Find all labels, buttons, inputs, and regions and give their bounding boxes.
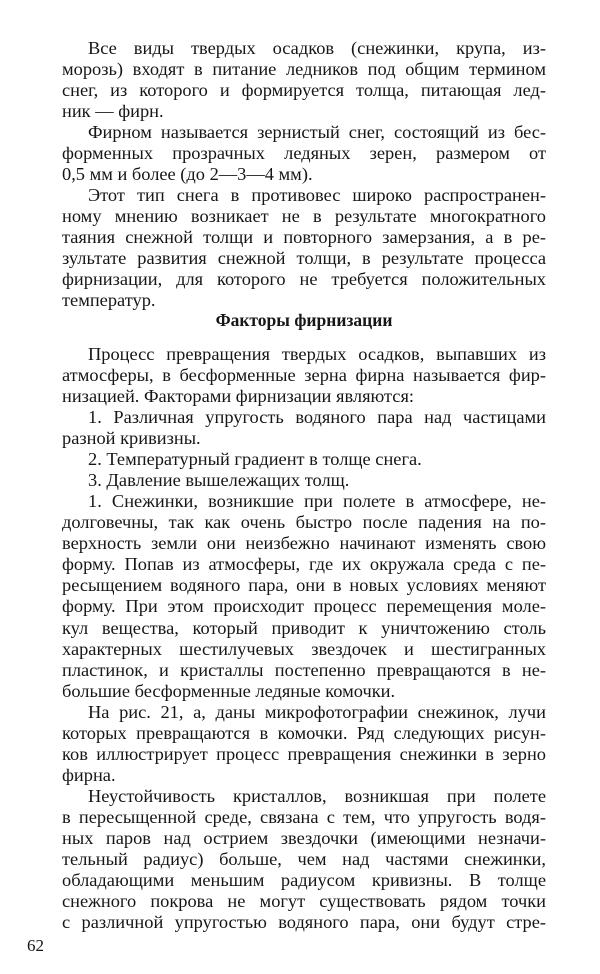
text-line: которых превращаются в комочки. Ряд следующих рисун- (62, 722, 546, 743)
text-line: форму. При этом происходит процесс перемещения моле- (62, 596, 546, 617)
text-line: таяния снежной толщи и повторного замерзания, а в ре- (62, 227, 546, 248)
page-number: 62 (27, 936, 44, 955)
list-item: 3. Давление вышележащих толщ. (88, 470, 350, 491)
text-line: ных паров над острием звездочки (имеющими незначи- (62, 827, 546, 848)
list-item: 1. Различная упругость водяного пара над частицами (88, 407, 546, 428)
text-line: низацией. Факторами фирнизации являются: (62, 386, 415, 407)
text-line: обладающими меньшим радиусом кривизны. В толще (62, 869, 546, 890)
text-line: фирнизации, для которого не требуется положительных (62, 269, 546, 290)
text-line: тельный радиус) больше, чем над частями снежинки, (62, 848, 546, 869)
text-line: ник — фирн. (62, 101, 164, 122)
text-line: Фирном называется зернистый снег, состоящий из бес- (88, 122, 546, 143)
text-line: форму. Попав из атмосферы, где их окружала среда с пе- (62, 554, 546, 575)
text-line: кул вещества, который приводит к уничтожению столь (62, 617, 546, 638)
text-line: большие бесформенные ледяные комочки. (62, 680, 396, 701)
text-line: ков иллюстрирует процесс превращения снежинки в зерно (62, 743, 546, 764)
text-line: морозь) входят в питание ледников под общим термином (62, 59, 546, 80)
text-line: разной кривизны. (62, 428, 201, 449)
text-line: характерных шестилучевых звездочек и шестигранных (62, 638, 546, 659)
text-line: снег, из которого и формируется толща, питающая лед- (62, 80, 546, 101)
text-line: ному мнению возникает не в результате многократного (62, 206, 546, 227)
text-line: 1. Снежинки, возникшие при полете в атмосфере, не- (88, 491, 546, 512)
text-line: зультате развития снежной толщи, в результате процесса (62, 248, 546, 269)
text-line: На рис. 21, а, даны микрофотографии снежинок, лучи (88, 701, 546, 722)
text-line: долговечны, так как очень быстро после падения на по- (62, 512, 546, 533)
text-line: Неустойчивость кристаллов, возникшая при полете (88, 785, 546, 806)
text-line: температур. (62, 290, 156, 311)
text-line: ресыщением водяного пара, они в новых условиях меняют (62, 575, 546, 596)
text-line: Процесс превращения твердых осадков, выпавших из (88, 344, 546, 365)
text-line: Все виды твердых осадков (снежинки, крупа, из- (88, 38, 546, 58)
text-line: фирна. (62, 764, 116, 785)
text-line: Этот тип снега в противовес широко распространен- (88, 185, 546, 206)
text-line: пластинок, и кристаллы постепенно превращаются в не- (62, 659, 546, 680)
text-line: форменных прозрачных ледяных зерен, размером от (62, 143, 546, 164)
text-line: 0,5 мм и более (до 2—3—4 мм). (62, 164, 313, 185)
text-line: атмосферы, в бесформенные зерна фирна называется фир- (62, 365, 546, 386)
text-line: верхность земли они неизбежно начинают изменять свою (62, 533, 546, 554)
text-line: в пересыщенной среде, связана с тем, что упругость водя- (62, 806, 546, 827)
text-line: снежного покрова не могут существовать рядом точки (62, 890, 546, 911)
section-heading: Факторы фирнизации (215, 310, 393, 331)
list-item: 2. Температурный градиент в толще снега. (88, 449, 422, 470)
text-line: с различной упругостью водяного пара, они будут стре- (62, 912, 546, 932)
